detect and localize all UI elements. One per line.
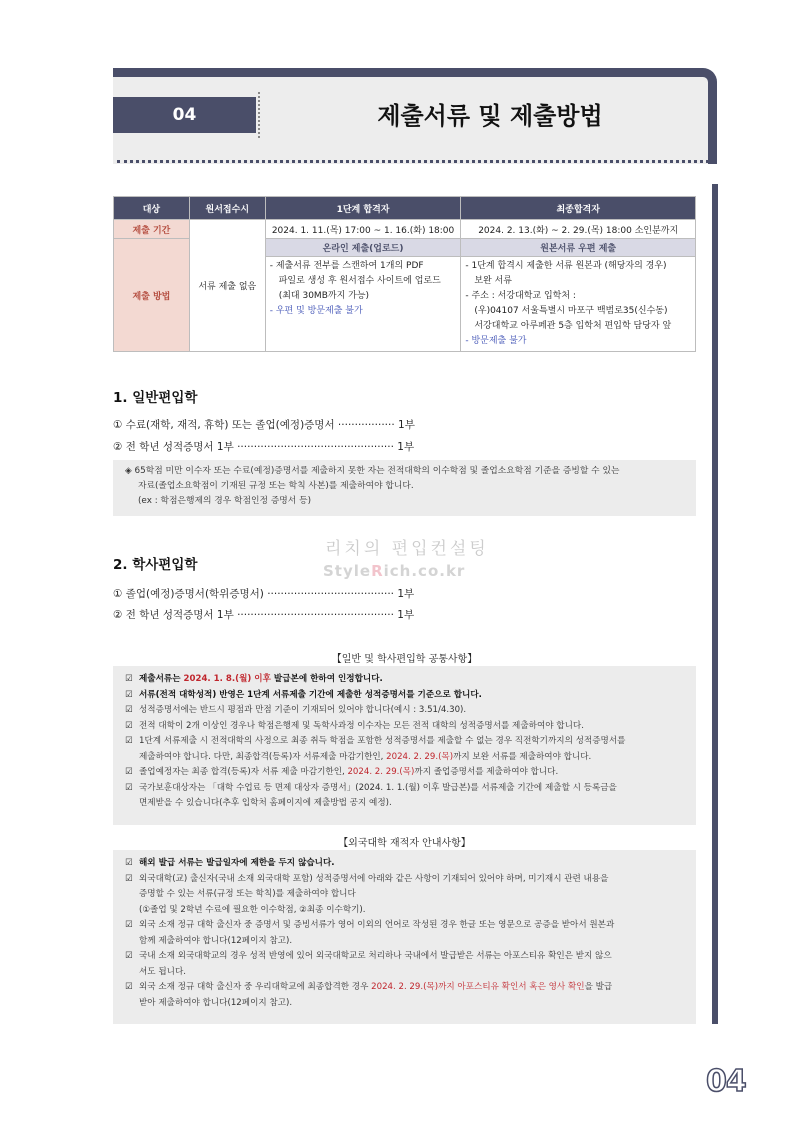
text-part: 면제받을 수 있습니다(추후 입학처 홈페이지에 제출방법 공지 예정). <box>139 798 392 808</box>
table-header: 원서접수시 <box>189 197 265 220</box>
list-item <box>125 688 686 704</box>
common-checklist <box>113 666 696 825</box>
text-part: 졸업예정자는 최종 합격(등록)자 서류 제출 마감기한인, <box>139 767 348 777</box>
page-title: 제출서류 및 제출방법 <box>377 102 603 130</box>
checkbox-icon: ☑ <box>125 920 133 930</box>
list-item <box>125 672 686 688</box>
list-item <box>125 781 686 812</box>
list-item <box>125 765 686 781</box>
submission-schedule-table <box>113 196 696 352</box>
watermark-url <box>323 562 465 580</box>
page-number: 04 <box>706 1064 746 1099</box>
bachelor-item: ② 전 학년 성적증명서 1부 ··············································· 1부 <box>113 609 415 621</box>
text-line: (최대 30MB까지 가능) <box>278 291 370 301</box>
general-note <box>113 460 696 516</box>
text-line: 서강대학교 아루페관 5층 입학처 편입학 담당자 앞 <box>474 321 672 331</box>
checkbox-icon: ☑ <box>125 674 133 684</box>
text-part: 까지 졸업증명서를 제출하여야 합니다. <box>414 767 559 777</box>
text-part: (①졸업 및 2학년 수료에 필요한 이수학점, ②최종 이수학기). <box>139 904 366 915</box>
period-label: 제출 기간 <box>114 220 190 239</box>
text-part: 을 발급 <box>584 982 613 992</box>
common-heading: 【일반 및 학사편입학 공통사항】 <box>331 654 478 665</box>
text-part: 2024. 2. 29.(목)까지 아포스티유 확인서 혹은 영사 확인 <box>371 982 585 992</box>
stage1-period: 2024. 1. 11.(목) 17:00 ~ 1. 16.(화) 18:00 <box>265 220 461 239</box>
general-item: ① 수료(재학, 재적, 휴학) 또는 졸업(예정)증명서 ················· 1부 <box>113 419 415 431</box>
bachelor-section-title: 2. 학사편입학 <box>113 557 198 573</box>
text-part: 발급본에 한하여 인정합니다. <box>270 674 383 684</box>
text-part: 1단계 서류제출 시 전적대학의 사정으로 최종 취득 학점을 포함한 성적증명서를 제출할 수 없는 경우 직전학기까지의 성적증명서를 <box>139 736 626 746</box>
text-part: 2024. 2. 29.(목) <box>386 751 454 762</box>
text-line: - 우편 및 방문제출 불가 <box>269 306 363 316</box>
stage1-method-heading: 온라인 제출(업로드) <box>265 239 461 257</box>
note-line: (ex : 학점은행제의 경우 학점인정 증명서 등) <box>138 496 312 506</box>
text-part: 2024. 2. 29.(목) <box>347 767 415 777</box>
list-item <box>125 872 686 919</box>
text-line: 파일로 생성 후 원서접수 사이트에 업로드 <box>278 276 441 286</box>
checkbox-icon: ☑ <box>125 982 133 992</box>
checkbox-icon: ☑ <box>125 951 133 961</box>
text-part: 증명할 수 있는 서류(규정 또는 학칙)를 제출하여야 합니다 <box>139 889 356 899</box>
checkbox-icon: ☑ <box>125 767 133 777</box>
header-dotted-line <box>117 160 715 163</box>
table-header: 대상 <box>114 197 190 220</box>
final-period: 2024. 2. 13.(화) ~ 2. 29.(목) 18:00 소인분까지 <box>461 220 696 239</box>
list-item <box>125 949 686 980</box>
text-part: 까지 보완 서류를 제출하여야 합니다. <box>453 751 592 762</box>
apply-cell: 서류 제출 없음 <box>189 220 265 352</box>
foreign-checklist <box>113 850 696 1024</box>
method-label: 제출 방법 <box>114 239 190 352</box>
list-item <box>125 734 686 765</box>
text-part: 제출서류는 <box>139 674 184 684</box>
watermark-part: R <box>371 562 384 580</box>
text-part: 전적 대학이 2개 이상인 경우나 학점은행제 및 독학사과정 이수자는 모든 전적 대학의 성적증명서를 제출하여야 합니다. <box>139 720 584 731</box>
watermark-part: Style <box>323 562 372 580</box>
list-item <box>125 980 686 1011</box>
watermark-part: ich.co.kr <box>383 562 466 580</box>
checkbox-icon: ☑ <box>125 873 133 884</box>
text-line: 보완 서류 <box>474 276 512 286</box>
text-part: 외국 소재 정규 대학 출신자 중 증명서 및 증빙서류가 영어 이외의 언어로 작성된 경우 한글 또는 영문으로 공증을 받아서 원본과 <box>139 920 615 930</box>
text-part: 성적증명서에는 반드시 평점과 만점 기준이 기재되어 있어야 합니다(예시 : 3.51/4.30). <box>139 705 467 715</box>
text-line: - 주소 : 서강대학교 입학처 : <box>465 291 576 301</box>
general-section-title: 1. 일반편입학 <box>113 390 198 406</box>
checkbox-icon: ☑ <box>125 689 133 700</box>
checkbox-icon: ☑ <box>125 858 133 868</box>
stage1-method-body <box>265 257 461 352</box>
table-row <box>114 220 696 239</box>
list-item <box>125 703 686 719</box>
checkbox-icon: ☑ <box>125 705 133 715</box>
foreign-heading: 【외국대학 재적자 안내사항】 <box>338 838 471 849</box>
text-part: 국가보훈대상자는 「대학 수업료 등 면제 대상자 증명서」(2024. 1. 1.(월) 이후 발급본)를 서류제출 기간에 제출할 시 등록금을 <box>139 782 617 793</box>
note-line: ◈ 65학점 미만 이수자 또는 수료(예정)증명서를 제출하지 못한 자는 전적대학의 이수학점 및 졸업소요학점 기준을 증빙할 수 있는 <box>125 466 620 476</box>
text-part: 외국대학(교) 출신자(국내 소재 외국대학 포함) 성적증명서에 아래와 같은 사항이 기재되어 있어야 하며, 미기재시 관련 내용을 <box>139 873 609 884</box>
table-header: 1단계 합격자 <box>265 197 461 220</box>
table-header-row <box>114 197 696 220</box>
general-item: ② 전 학년 성적증명서 1부 ··············································· 1부 <box>113 441 415 453</box>
table-header: 최종합격자 <box>461 197 696 220</box>
checkbox-icon: ☑ <box>125 782 133 793</box>
bachelor-item: ① 졸업(예정)증명서(학위증명서) ······································ 1부 <box>113 588 415 600</box>
text-part: 셔도 됩니다. <box>139 966 186 977</box>
final-method-heading: 원본서류 우편 제출 <box>461 239 696 257</box>
watermark-text: 리치의 편입컨설팅 <box>325 539 489 559</box>
list-item <box>125 719 686 735</box>
list-item <box>125 856 686 872</box>
checkbox-icon: ☑ <box>125 720 133 731</box>
header-divider <box>258 92 260 138</box>
text-part: 해외 발급 서류는 발급일자에 제한을 두지 않습니다. <box>139 858 335 868</box>
note-line: 자료(졸업소요학점이 기재된 규정 또는 학칙 사본)를 제출하여야 합니다. <box>138 481 414 491</box>
text-line: - 제출서류 전부를 스캔하여 1개의 PDF <box>269 261 424 271</box>
list-item <box>125 918 686 949</box>
text-part: 2024. 1. 8.(월) 이후 <box>183 674 271 684</box>
checkbox-icon: ☑ <box>125 736 133 746</box>
text-part: 국내 소재 외국대학교의 경우 성적 반영에 있어 외국대학교로 처리하나 국내에서 발급받은 서류는 아포스티유 확인은 받지 않으 <box>139 951 612 961</box>
text-line: - 방문제출 불가 <box>465 336 527 346</box>
side-bar <box>712 184 718 1024</box>
text-part: 제출하여야 합니다. 다만, 최종합격(등록)자 서류제출 마감기한인, <box>139 751 387 762</box>
text-part: 받아 제출하여야 합니다(12페이지 참고). <box>139 997 293 1008</box>
text-part: 외국 소재 정규 대학 출신자 중 우리대학교에 최종합격한 경우 <box>139 982 372 992</box>
final-method-body <box>461 257 696 352</box>
text-line: (우)04107 서울특별시 마포구 백범로35(신수동) <box>474 306 668 316</box>
text-part: 함께 제출하여야 합니다(12페이지 참고). <box>139 935 293 946</box>
text-part: 서류(전적 대학성적) 반영은 1단계 서류제출 기간에 제출한 성적증명서를 기준으로 합니다. <box>139 689 482 700</box>
section-number: 04 <box>113 97 256 133</box>
text-line: - 1단계 합격시 제출한 서류 원본과 (해당자의 경우) <box>465 261 667 271</box>
